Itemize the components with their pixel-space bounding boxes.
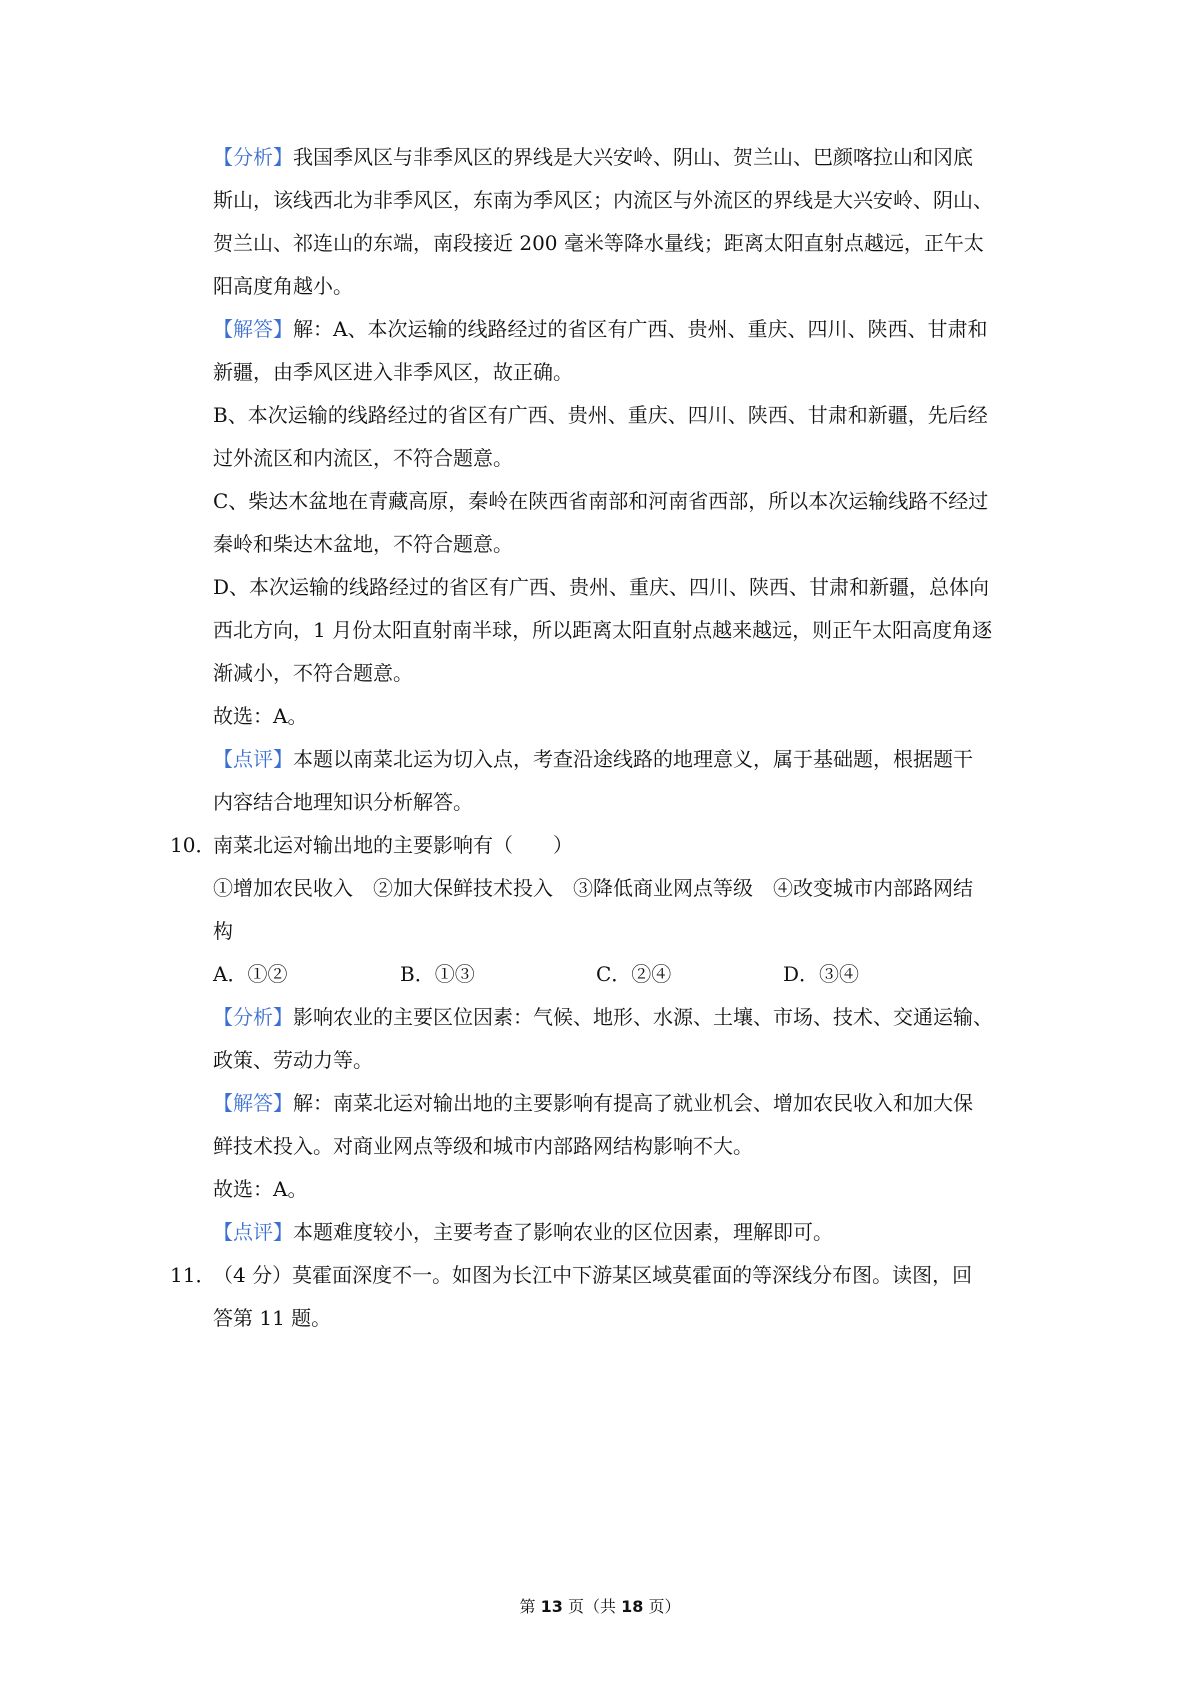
q10-stem: 南菜北运对输出地的主要影响有（ ） xyxy=(213,833,573,857)
q10-option-b: B．①③ xyxy=(400,962,475,986)
q10-comment-tag: 【点评】 xyxy=(213,1220,293,1244)
q9-answer-line-1: 【解答】解：A、本次运输的线路经过的省区有广西、贵州、重庆、四川、陕西、甘肃和 xyxy=(213,317,988,341)
q9-answer-line-2: 新疆，由季风区进入非季风区，故正确。 xyxy=(213,360,573,384)
q10-option-c: C．②④ xyxy=(596,962,672,986)
q9-answer-line-3: B、本次运输的线路经过的省区有广西、贵州、重庆、四川、陕西、甘肃和新疆，先后经 xyxy=(213,403,988,427)
q10-number: 10． xyxy=(170,833,216,857)
q10-answer-tag: 【解答】 xyxy=(213,1091,293,1115)
q9-answer-line-10: 故选：A。 xyxy=(213,704,308,728)
q10-comment-line-1: 【点评】本题难度较小，主要考查了影响农业的区位因素，理解即可。 xyxy=(213,1220,833,1244)
q11-stem-line-2: 答第 11 题。 xyxy=(213,1306,332,1330)
q10-analysis-tag: 【分析】 xyxy=(213,1005,293,1029)
q10-items-line-2: 构 xyxy=(213,919,233,943)
q9-comment-tag: 【点评】 xyxy=(213,747,293,771)
q10-items-line-1: ①增加农民收入 ②加大保鲜技术投入 ③降低商业网点等级 ④改变城市内部路网结 xyxy=(213,876,973,900)
q10-analysis-line-1: 【分析】影响农业的主要区位因素：气候、地形、水源、土壤、市场、技术、交通运输、 xyxy=(213,1005,993,1029)
q9-analysis-line-1: 【分析】我国季风区与非季风区的界线是大兴安岭、阴山、贺兰山、巴颜喀拉山和冈底 xyxy=(213,145,973,169)
q10-option-d: D．③④ xyxy=(783,962,860,986)
q9-analysis-tag: 【分析】 xyxy=(213,145,293,169)
q9-analysis-line-2: 斯山，该线西北为非季风区，东南为季风区；内流区与外流区的界线是大兴安岭、阴山、 xyxy=(213,188,993,212)
q10-answer-line-3: 故选：A。 xyxy=(213,1177,308,1201)
q10-analysis-line-2: 政策、劳动力等。 xyxy=(213,1048,373,1072)
q10-answer-line-2: 鲜技术投入。对商业网点等级和城市内部路网结构影响不大。 xyxy=(213,1134,753,1158)
current-page-number: 13 xyxy=(540,1597,563,1616)
q9-answer-line-8: 西北方向，1 月份太阳直射南半球，所以距离太阳直射点越来越远，则正午太阳高度角逐 xyxy=(213,618,993,642)
q9-answer-line-5: C、柴达木盆地在青藏高原，秦岭在陕西省南部和河南省西部，所以本次运输线路不经过 xyxy=(213,489,989,513)
page-footer: 第 13 页（共 18 页） xyxy=(519,1597,681,1616)
q9-answer-line-9: 渐减小，不符合题意。 xyxy=(213,661,413,685)
q11-number: 11． xyxy=(170,1263,216,1287)
q9-comment-line-1: 【点评】本题以南菜北运为切入点，考查沿途线路的地理意义，属于基础题，根据题干 xyxy=(213,747,973,771)
q9-analysis-line-3: 贺兰山、祁连山的东端，南段接近 200 毫米等降水量线；距离太阳直射点越远，正午太 xyxy=(213,231,984,255)
q9-answer-line-6: 秦岭和柴达木盆地，不符合题意。 xyxy=(213,532,513,556)
q9-analysis-line-4: 阳高度角越小。 xyxy=(213,274,353,298)
q10-option-a: A．①② xyxy=(213,962,288,986)
q9-answer-line-4: 过外流区和内流区，不符合题意。 xyxy=(213,446,513,470)
q10-answer-line-1: 【解答】解：南菜北运对输出地的主要影响有提高了就业机会、增加农民收入和加大保 xyxy=(213,1091,973,1115)
q9-comment-line-2: 内容结合地理知识分析解答。 xyxy=(213,790,473,814)
total-page-count: 18 xyxy=(621,1597,644,1616)
q9-answer-tag: 【解答】 xyxy=(213,317,293,341)
q11-stem-line-1: （4 分）莫霍面深度不一。如图为长江中下游某区域莫霍面的等深线分布图。读图，回 xyxy=(213,1263,973,1287)
q9-answer-line-7: D、本次运输的线路经过的省区有广西、贵州、重庆、四川、陕西、甘肃和新疆，总体向 xyxy=(213,575,990,599)
